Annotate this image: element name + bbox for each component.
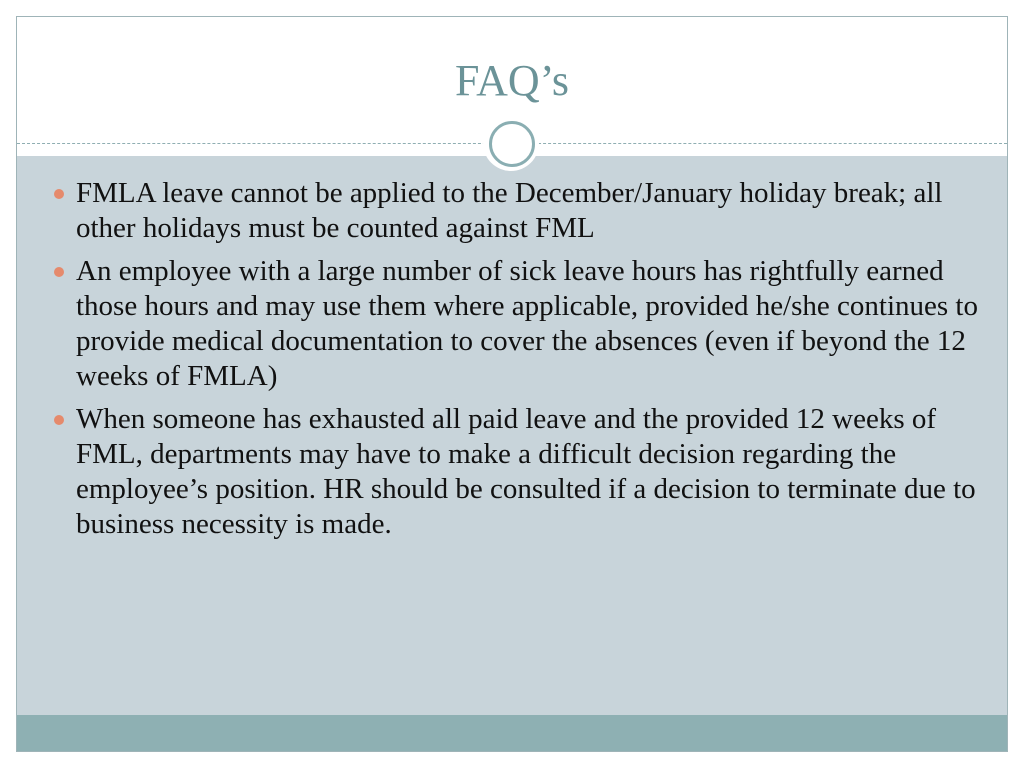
bullet-dot-icon bbox=[54, 267, 64, 277]
bullet-text: When someone has exhausted all paid leave and the provided 12 weeks of FML, departments may have to make a difficult decision regarding the employee’s position. HR should be consulted if a decision to terminate due to business necessity is made. bbox=[76, 403, 976, 540]
bullet-dot-icon bbox=[54, 189, 64, 199]
footer-bar bbox=[17, 715, 1007, 751]
bullet-item bbox=[17, 254, 1007, 394]
slide bbox=[16, 16, 1008, 752]
bullet-item bbox=[17, 402, 1007, 542]
divider-ring bbox=[489, 121, 535, 167]
content-area bbox=[17, 156, 1007, 715]
divider-circle-icon bbox=[483, 115, 539, 171]
slide-title: FAQ’s bbox=[454, 56, 570, 105]
bullet-text: An employee with a large number of sick leave hours has rightfully earned those hours and may use them where applicable, provided he/she continues to provide medical documentation to cover the absences (even if beyond the 12 weeks of FMLA) bbox=[76, 255, 978, 392]
bullet-dot-icon bbox=[54, 415, 64, 425]
bullet-item bbox=[17, 176, 1007, 246]
bullet-text: FMLA leave cannot be applied to the December/January holiday break; all other holidays must be counted against FML bbox=[76, 177, 943, 244]
bullet-list bbox=[17, 156, 1007, 542]
